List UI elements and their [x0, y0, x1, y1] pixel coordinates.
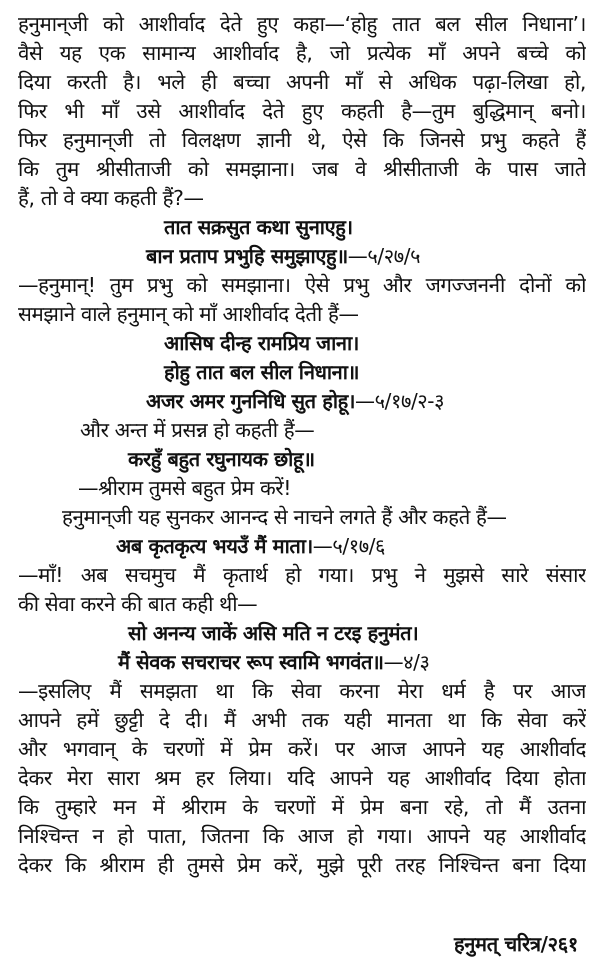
verse-line — [18, 532, 586, 561]
page-footer: हनुमत् चरित्र/२६१ — [453, 932, 578, 956]
verse-reference: —५/२७/५ — [347, 244, 421, 268]
text-line: फिर हनुमान्‌जी तो विलक्षण ज्ञानी थे, ऐसे कि जिनसे प्रभु कहते हैं — [18, 128, 586, 152]
verse-text: अजर अमर गुननिधि सुत होहू। — [146, 389, 356, 413]
verse-line: तात सक्रसुत कथा सुनाएहु। — [164, 215, 353, 239]
text-line: देकर मेरा सारा श्रम हर लिया। यदि आपने यह आशीर्वाद दिया होता — [18, 766, 586, 790]
verse-line: सो अनन्य जाकें असि मति न टरइ हनुमंत। — [128, 621, 419, 645]
verse-line: होहु तात बल सील निधाना॥ — [164, 360, 360, 384]
verse-line — [18, 648, 586, 677]
verse-text: बान प्रताप प्रभुहि समुझाएहु॥ — [146, 244, 348, 268]
verse-reference: —४/३ — [383, 650, 430, 674]
text-line: हैं, तो वे क्या कहती हैं?— — [18, 186, 204, 210]
text-line: देकर कि श्रीराम ही तुमसे प्रेम करें, मुझे पूरी तरह निश्चिन्त बना दिया — [18, 853, 586, 877]
text-line: हनुमान्‌जी को आशीर्वाद देते हुए कहा—‘होहु तात बल सील निधाना’। — [18, 12, 586, 36]
text-line: फिर भी माँ उसे आशीर्वाद देते हुए कहती है—तुम बुद्धिमान्‌ बनो। — [18, 99, 586, 123]
text-line: दिया करती है। भले ही बच्चा अपनी माँ से अधिक पढ़ा-लिखा हो, — [18, 70, 586, 94]
text-line: समझाने वाले हनुमान्‌ को माँ आशीर्वाद देती हैं— — [18, 302, 359, 326]
text-line: हनुमान्‌जी यह सुनकर आनन्द से नाचने लगते हैं और कहते हैं— — [62, 505, 507, 529]
verse-line: करहुँ बहुत रघुनायक छोहू॥ — [128, 447, 315, 471]
verse-reference: —५/१७/६ — [312, 534, 386, 558]
text-line: —माँ! अब सचमुच मैं कृतार्थ हो गया। प्रभु ने मुझसे सारे संसार — [18, 563, 586, 587]
text-line: कि तुम्हारे मन में श्रीराम के चरणों में प्रेम बना रहे, तो मैं उतना — [18, 795, 586, 819]
text-line: निश्चिन्त न हो पाता, जितना कि आज हो गया। आपने यह आशीर्वाद — [18, 824, 586, 848]
verse-reference: —५/१७/२-३ — [355, 389, 445, 413]
verse-text: अब कृतकृत्य भयउँ मैं माता। — [116, 534, 313, 558]
text-line: और अन्त में प्रसन्न हो कहती हैं— — [80, 418, 315, 442]
verse-line: आसिष दीन्ह रामप्रिय जाना। — [164, 331, 359, 355]
verse-text: मैं सेवक सचराचर रूप स्वामि भगवंत॥ — [118, 650, 384, 674]
text-line: की सेवा करने की बात कही थी— — [18, 592, 258, 616]
text-line: —हनुमान्‌! तुम प्रभु को समझाना। ऐसे प्रभु और जगज्जननी दोनों को — [18, 273, 586, 297]
text-line: और भगवान्‌ के चरणों में प्रेम करें। पर आज आपने यह आशीर्वाद — [18, 737, 586, 761]
verse-line — [18, 242, 586, 271]
text-line: वैसे यह एक सामान्य आशीर्वाद है, जो प्रत्येक माँ अपने बच्चे को — [18, 41, 586, 65]
text-line: —श्रीराम तुमसे बहुत प्रेम करें! — [78, 476, 292, 500]
verse-line — [18, 387, 586, 416]
text-line: आपने हमें छुट्टी दे दी। मैं अभी तक यही मानता था कि सेवा करें — [18, 708, 586, 732]
text-line: —इसलिए मैं समझता था कि सेवा करना मेरा धर्म है पर आज — [18, 679, 586, 703]
text-line: कि तुम श्रीसीताजी को समझाना। जब वे श्रीसीताजी के पास जाते — [18, 157, 586, 181]
